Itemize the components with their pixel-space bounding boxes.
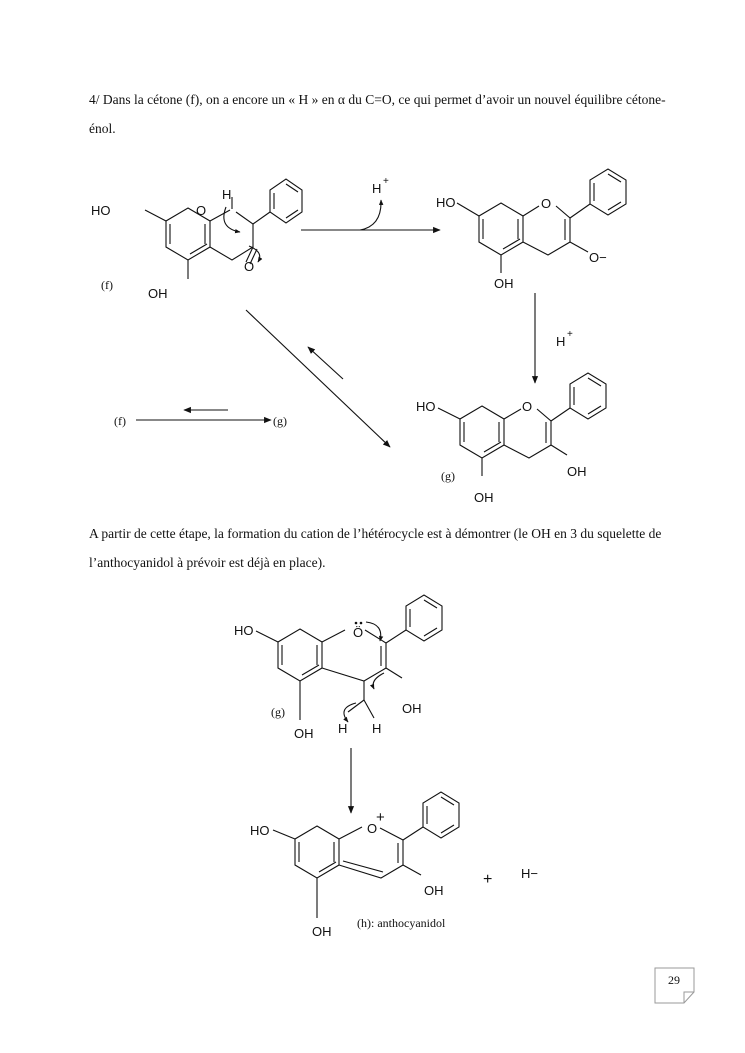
molecule-g (416, 373, 606, 505)
g-ho-label: HO (416, 399, 436, 414)
f-alpha-hydrogen: H (222, 187, 232, 202)
proton-release-arrow (360, 200, 381, 230)
curly-arrow-double-bond (373, 673, 384, 689)
curly-arrow-f1 (224, 207, 240, 232)
enolate-oh-label: OH (494, 276, 514, 291)
g-oh-3-label: OH (567, 464, 587, 479)
curly-arrow-hydride (344, 703, 356, 722)
h-oh-3-label: OH (424, 883, 444, 898)
h-oxonium-charge: + (376, 809, 385, 826)
f-ho-label: HO (91, 203, 111, 218)
molecule-anthocyanidol (250, 792, 459, 939)
equilibrium-label-g: (g) (273, 414, 287, 428)
f-compound-label: (f) (101, 278, 113, 292)
g-compound-label: (g) (441, 469, 455, 483)
g-ring-oxygen: O (522, 399, 533, 414)
hydride-product: H− (521, 866, 538, 881)
f-oh-label: OH (148, 286, 168, 301)
h-oh-5-label: OH (312, 924, 332, 939)
h-plus-released: H (372, 181, 382, 196)
svg-text:+: + (567, 329, 573, 340)
g-oh-5-label: OH (474, 490, 494, 505)
g2-ho-label: HO (234, 623, 254, 638)
g2-hydrogen: H (372, 721, 382, 736)
h-ho-label: HO (250, 823, 270, 838)
enolate-ring-oxygen: O (541, 196, 552, 211)
molecule-g-mechanism (234, 595, 442, 741)
f-carbonyl-oxygen: O (244, 259, 255, 274)
paragraph-cation: A partir de cette étape, la formation du cation de l’hétérocycle est à démontrer (le OH en 3 du squelette de l’anthocyanidol à prévoir est déjà en place). (89, 526, 662, 570)
g2-hydride: H (338, 721, 348, 736)
molecule-f (91, 179, 302, 301)
page-number (654, 967, 694, 1003)
equilibrium-arrow-forward (246, 310, 390, 447)
svg-text:+: + (383, 176, 389, 187)
g2-compound-label: (g) (271, 705, 285, 719)
page-number-text: 29 (668, 973, 680, 987)
g2-oh-5-label: OH (294, 726, 314, 741)
enolate-ho-label: HO (436, 195, 456, 210)
molecule-enolate (436, 169, 626, 291)
g2-oxygen-lone-pair: Ö (353, 625, 364, 640)
equilibrium-label-f: (f) (114, 414, 126, 428)
enolate-o-minus: O− (589, 250, 607, 265)
plus-sign: + (483, 871, 493, 888)
paragraph-intro: 4/ Dans la cétone (f), on a encore un « H » en α du C=O, ce qui permet d’avoir un nouvel équilibre cétone-énol. (89, 92, 666, 136)
h-compound-label: (h): anthocyanidol (357, 916, 446, 930)
h-oxonium-oxygen: O (367, 821, 378, 836)
h-plus-added: H (556, 334, 566, 349)
f-ring-oxygen: O (196, 203, 207, 218)
g2-oh-3-label: OH (402, 701, 422, 716)
